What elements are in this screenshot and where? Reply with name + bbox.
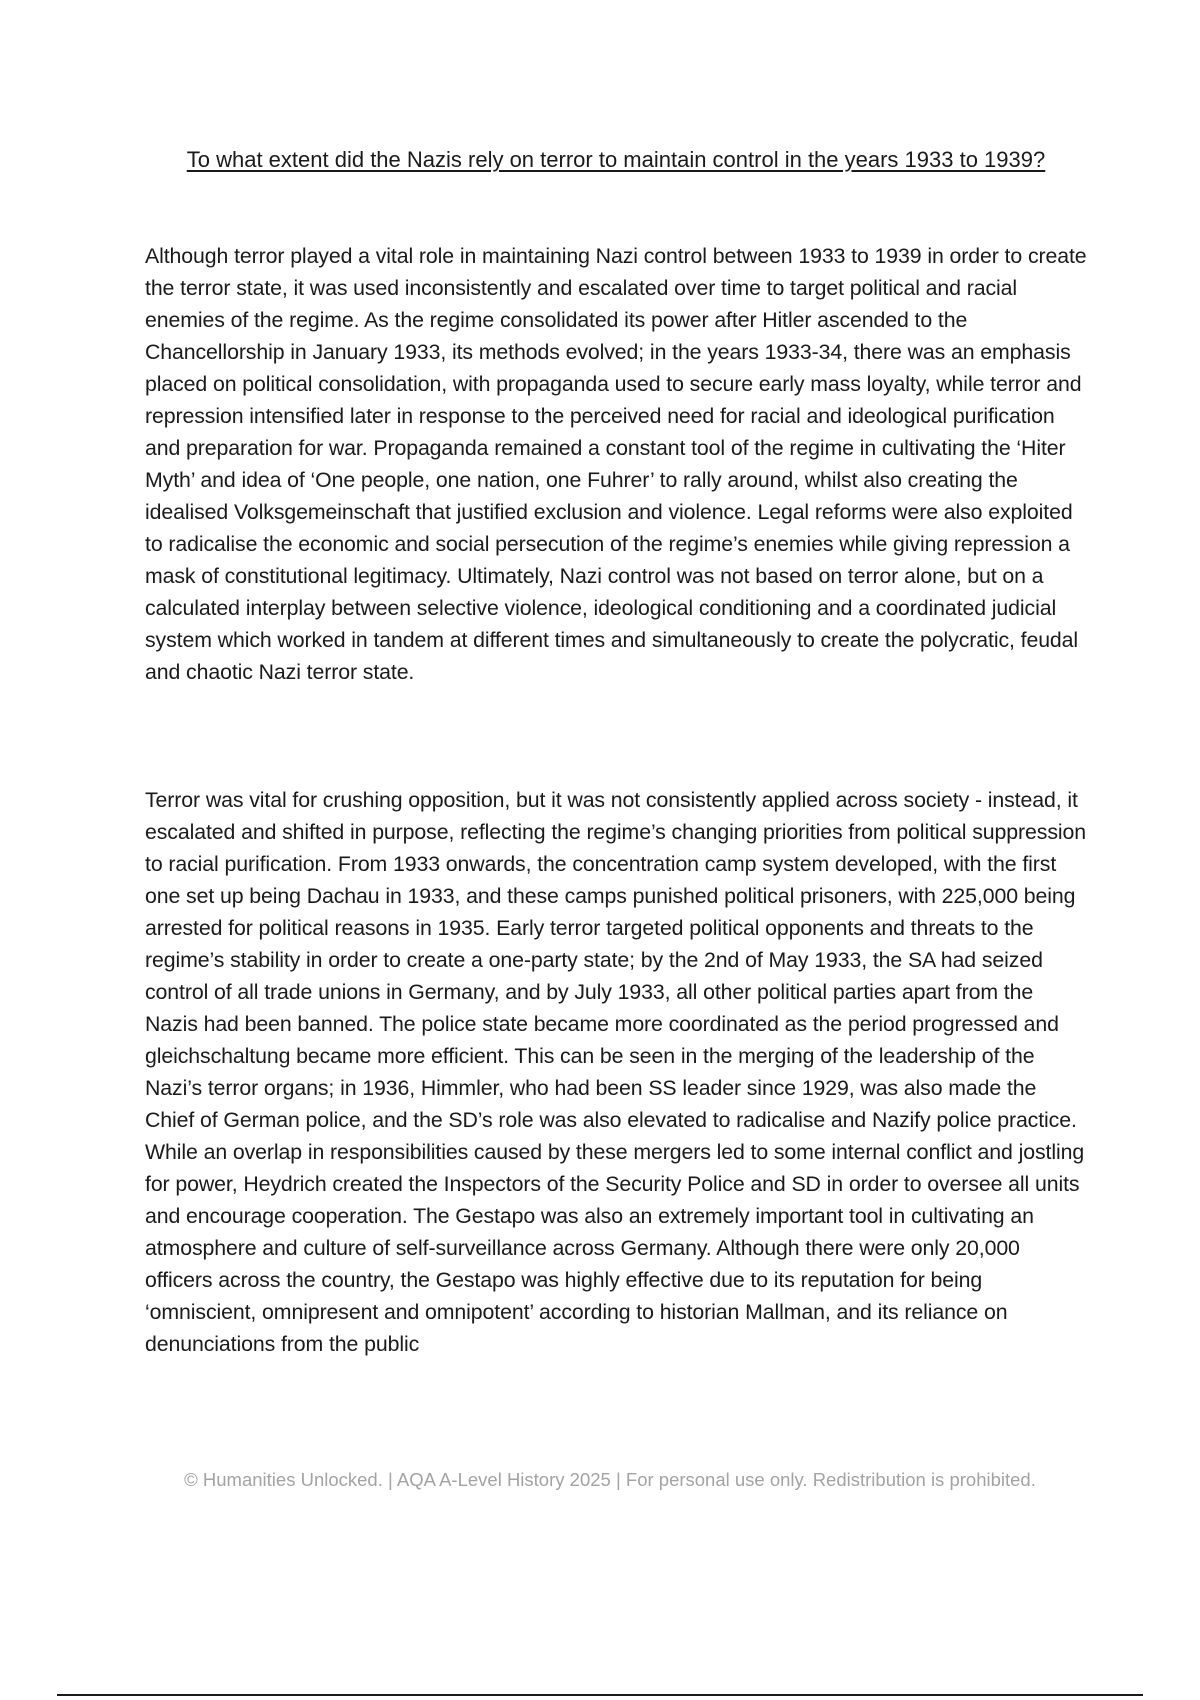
essay-paragraph-terror: Terror was vital for crushing opposition, but it was not consistently applied across society - instead, it escalated and shifted in purpose, reflecting the regime’s changing priorities from political suppression to racial purification. From 1933 onwards, the concentration camp system developed, with the first one set up being Dachau in 1933, and these camps punished political prisoners, with 225,000 being arrested for political reasons in 1935. Early terror targeted political opponents and threats to the regime’s stability in order to create a one-party state; by the 2nd of May 1933, the SA had seized control of all trade unions in Germany, and by July 1933, all other political parties apart from the Nazis had been banned. The police state became more coordinated as the period progressed and gleichschaltung became more efficient. This can be seen in the merging of the leadership of the Nazi’s terror organs; in 1936, Himmler, who had been SS leader since 1929, was also made the Chief of German police, and the SD’s role was also elevated to radicalise and Nazify police practice. While an overlap in responsibilities caused by these mergers led to some internal conflict and jostling for power, Heydrich created the Inspectors of the Security Police and SD in order to oversee all units and encourage cooperation. The Gestapo was also an extremely important tool in cultivating an atmosphere and culture of self-surveillance across Germany. Although there were only 20,000 officers across the country, the Gestapo was highly effective due to its reputation for being ‘omniscient, omnipresent and omnipotent’ according to historian Mallman, and its reliance on denunciations from the public bbox=[145, 788, 1086, 1356]
page-bottom-divider bbox=[57, 1694, 1143, 1696]
copyright-footer: © Humanities Unlocked. | AQA A-Level History 2025 | For personal use only. Redistribution is prohibited. bbox=[184, 1469, 1036, 1490]
essay-title: To what extent did the Nazis rely on terror to maintain control in the years 1933 to 1939? bbox=[186, 147, 1046, 172]
essay-paragraph-introduction: Although terror played a vital role in maintaining Nazi control between 1933 to 1939 in order to create the terror state, it was used inconsistently and escalated over time to target political and racial enemies of the regime. As the regime consolidated its power after Hitler ascended to the Chancellorship in January 1933, its methods evolved; in the years 1933-34, there was an emphasis placed on political consolidation, with propaganda used to secure early mass loyalty, while terror and repression intensified later in response to the perceived need for racial and ideological purification and preparation for war. Propaganda remained a constant tool of the regime in cultivating the ‘Hiter Myth’ and idea of ‘One people, one nation, one Fuhrer’ to rally around, whilst also creating the idealised Volksgemeinschaft that justified exclusion and violence. Legal reforms were also exploited to radicalise the economic and social persecution of the regime’s enemies while giving repression a mask of constitutional legitimacy. Ultimately, Nazi control was not based on terror alone, but on a calculated interplay between selective violence, ideological conditioning and a coordinated judicial system which worked in tandem at different times and simultaneously to create the polycratic, feudal and chaotic Nazi terror state. bbox=[145, 244, 1087, 684]
